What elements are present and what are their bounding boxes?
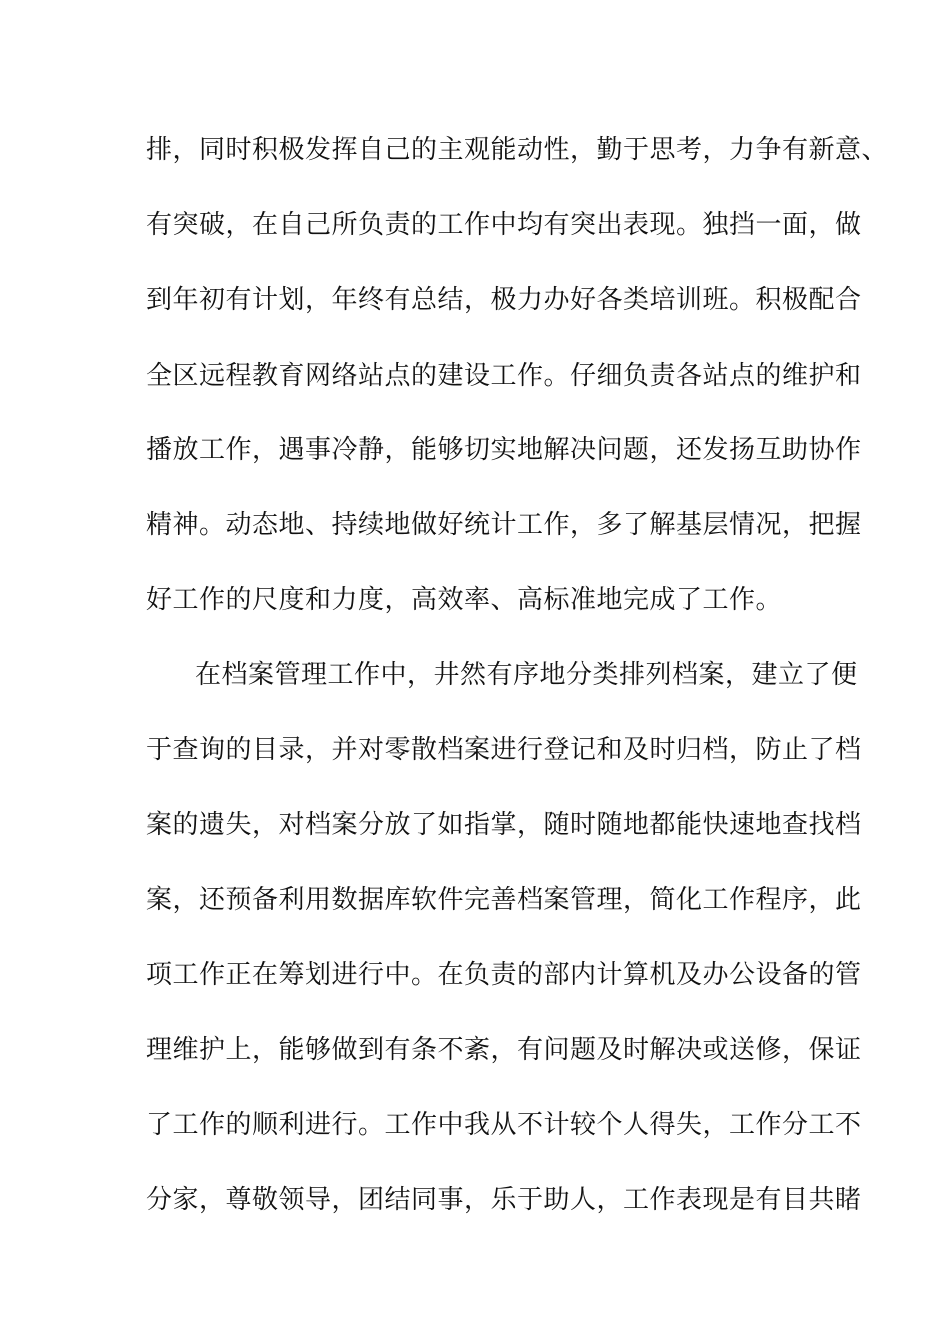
text-line: 到年初有计划，年终有总结，极力办好各类培训班。积极配合 [146, 285, 862, 315]
text-line: 有突破，在自己所负责的工作中均有突出表现。独挡一面，做 [146, 210, 862, 240]
text-line: 精神。动态地、持续地做好统计工作，多了解基层情况，把握 [146, 510, 862, 540]
text-line: 了工作的顺利进行。工作中我从不计较个人得失，工作分工不 [146, 1110, 862, 1140]
text-line: 好工作的尺度和力度，高效率、高标准地完成了工作。 [146, 585, 783, 615]
text-line: 排，同时积极发挥自己的主观能动性，勤于思考，力争有新意、 [146, 135, 889, 165]
text-line: 分家，尊敬领导，团结同事，乐于助人，工作表现是有目共睹 [146, 1185, 862, 1215]
text-line: 案，还预备利用数据库软件完善档案管理，简化工作程序，此 [146, 885, 862, 915]
text-line: 播放工作，遇事冷静，能够切实地解决问题，还发扬互助协作 [146, 435, 862, 465]
text-line: 案的遗失，对档案分放了如指掌，随时随地都能快速地查找档 [146, 810, 862, 840]
text-line: 于查询的目录，并对零散档案进行登记和及时归档，防止了档 [146, 735, 862, 765]
paragraph-first-line: 在档案管理工作中，井然有序地分类排列档案，建立了便 [195, 660, 858, 690]
text-line: 项工作正在筹划进行中。在负责的部内计算机及办公设备的管 [146, 960, 862, 990]
text-line: 理维护上，能够做到有条不紊，有问题及时解决或送修，保证 [146, 1035, 862, 1065]
text-line: 全区远程教育网络站点的建设工作。仔细负责各站点的维护和 [146, 361, 862, 391]
